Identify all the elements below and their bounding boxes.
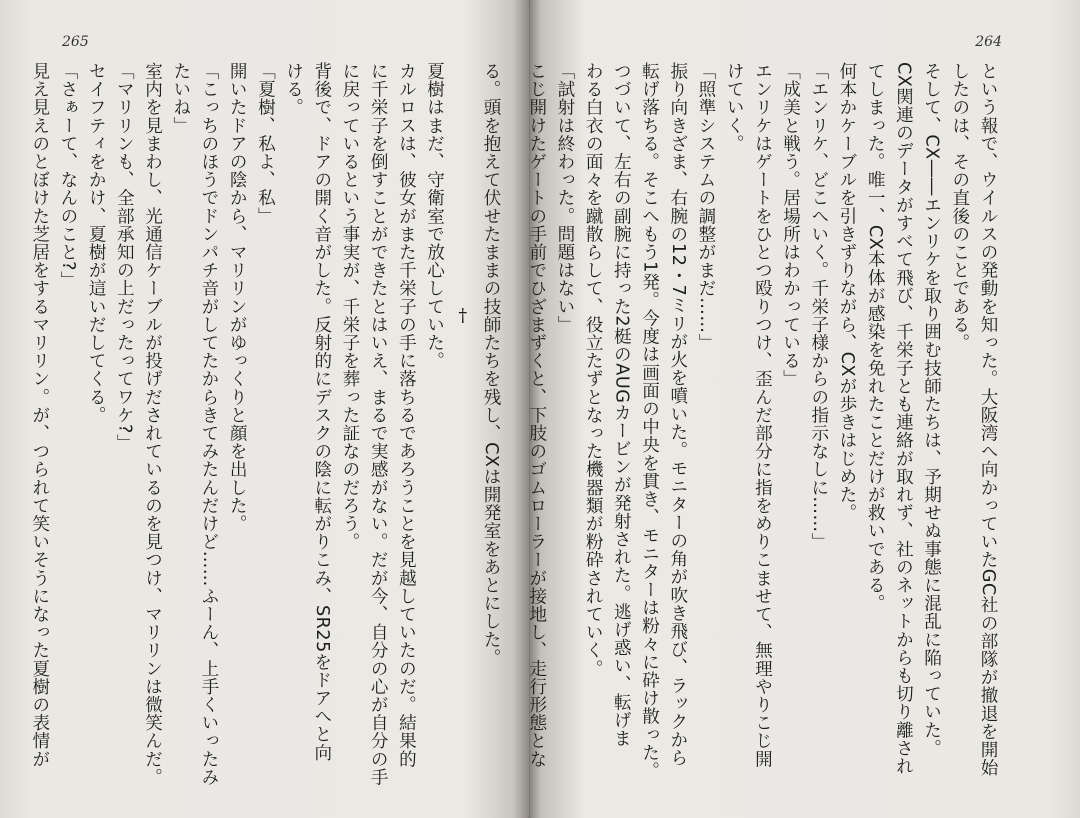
text-line: 「照準システムの調整がまだ……」: [695, 62, 716, 352]
text-line: に戻っているという事実が、千栄子を葬った証なのだろう。: [339, 62, 360, 551]
text-line: 夏樹はまだ、守衛室で放心していた。: [424, 62, 445, 370]
text-line: 何本かケーブルを引きずりながら、CXが歩きはじめた。: [836, 62, 857, 522]
text-line: そして、CX――エンリケを取り囲む技師たちは、予期せぬ事態に混乱に陥っていた。: [921, 62, 942, 758]
text-line: 振り向きざま、右腕の12・7ミリが火を噴いた。モニターの角が吹き飛び、ラックから: [667, 62, 688, 767]
text-line: つづいて、左右の副腕に持った2梃のAUGカービンが発射された。逃げ惑い、転げま: [611, 62, 632, 748]
text-line: 転げ落ちる。そこへもう1発。今度は画面の中央を貫き、モニターは粉々に砕け散った。: [639, 62, 660, 780]
text-line: セイフティをかけ、夏樹が這いだしてくる。: [86, 62, 107, 424]
text-line: 「成美と戦う。居場所はわかっている」: [780, 62, 801, 388]
text-line: CX関連のデータがすべて飛び、千栄子とも連絡が取れず、社のネットからも切り離され: [893, 62, 914, 776]
text-line: 室内を見まわし、光通信ケーブルが投げだされているのを見つけ、マリリンは微笑んだ。: [142, 62, 163, 786]
text-line: 開いたドアの陰から、マリリンがゆっくりと顔を出した。: [227, 62, 248, 533]
text-line: 「こっちのほうでドンパチ音がしてたからきてみたんだけど……ふーん、上手くいったみ: [198, 62, 219, 786]
text-line: という報で、ウイルスの発動を知った。大阪湾へ向かっていたGC社の部隊が撤退を開始: [978, 62, 998, 777]
text-line: 「夏樹、私よ、私」: [255, 62, 276, 225]
text-line: カルロスは、彼女がまた千栄子の手に落ちるであろうことを見越していたのだ。結果的: [396, 62, 417, 768]
text-line: ける。: [283, 62, 304, 117]
text-line: たいね」: [170, 62, 191, 135]
text-line: 「エンリケ、どこへいく。千栄子様からの指示なしに……」: [808, 62, 829, 551]
text-line: けていく。: [724, 62, 745, 153]
left-page: [0, 0, 529, 818]
text-line: 「マリリンも、全部承知の上だったってワケ?」: [114, 62, 135, 452]
text-line: エンリケはゲートをひとつ殴りつけ、歪んだ部分に指をめりこませて、無理やりこじ開: [752, 62, 773, 768]
page-number-right: 264: [975, 34, 1002, 50]
text-line: わる白衣の面々を蹴散らして、役立たずとなった機器類が粉砕されていく。: [583, 62, 604, 678]
text-line: 見え見えのとぼけた芝居をするマリリン。が、つられて笑いそうになった夏樹の表情が: [29, 62, 50, 768]
text-line: 背後で、ドアの開く音がした。反射的にデスクの陰に転がりこみ、SR25をドアへと向: [311, 62, 332, 762]
right-page-text: [523, 62, 1002, 810]
section-break-mark: †: [452, 306, 473, 327]
text-line: 「試射は終わった。問題はない」: [554, 62, 575, 334]
text-line: 「さぁーて、なんのこと?」: [57, 62, 78, 290]
right-page: [526, 0, 1080, 818]
text-line: る。頭を抱えて伏せたままの技師たちを残し、CXは開発室をあとにした。: [481, 62, 501, 667]
page-number-left: 265: [62, 34, 89, 50]
text-line: こじ開けたゲートの手前でひざまずくと、下肢のゴムローラーが接地し、走行形態とな: [526, 62, 547, 768]
text-line: したのは、その直後のことである。: [949, 62, 970, 352]
left-page-text: [26, 62, 505, 810]
text-line: に千栄子を倒すことができたとはいえ、まるで実感がない。だが今、自分の心が自分の手: [368, 62, 389, 786]
text-line: てしまった。唯一、CX本体が感染を免れたことだけが救いである。: [865, 62, 886, 613]
